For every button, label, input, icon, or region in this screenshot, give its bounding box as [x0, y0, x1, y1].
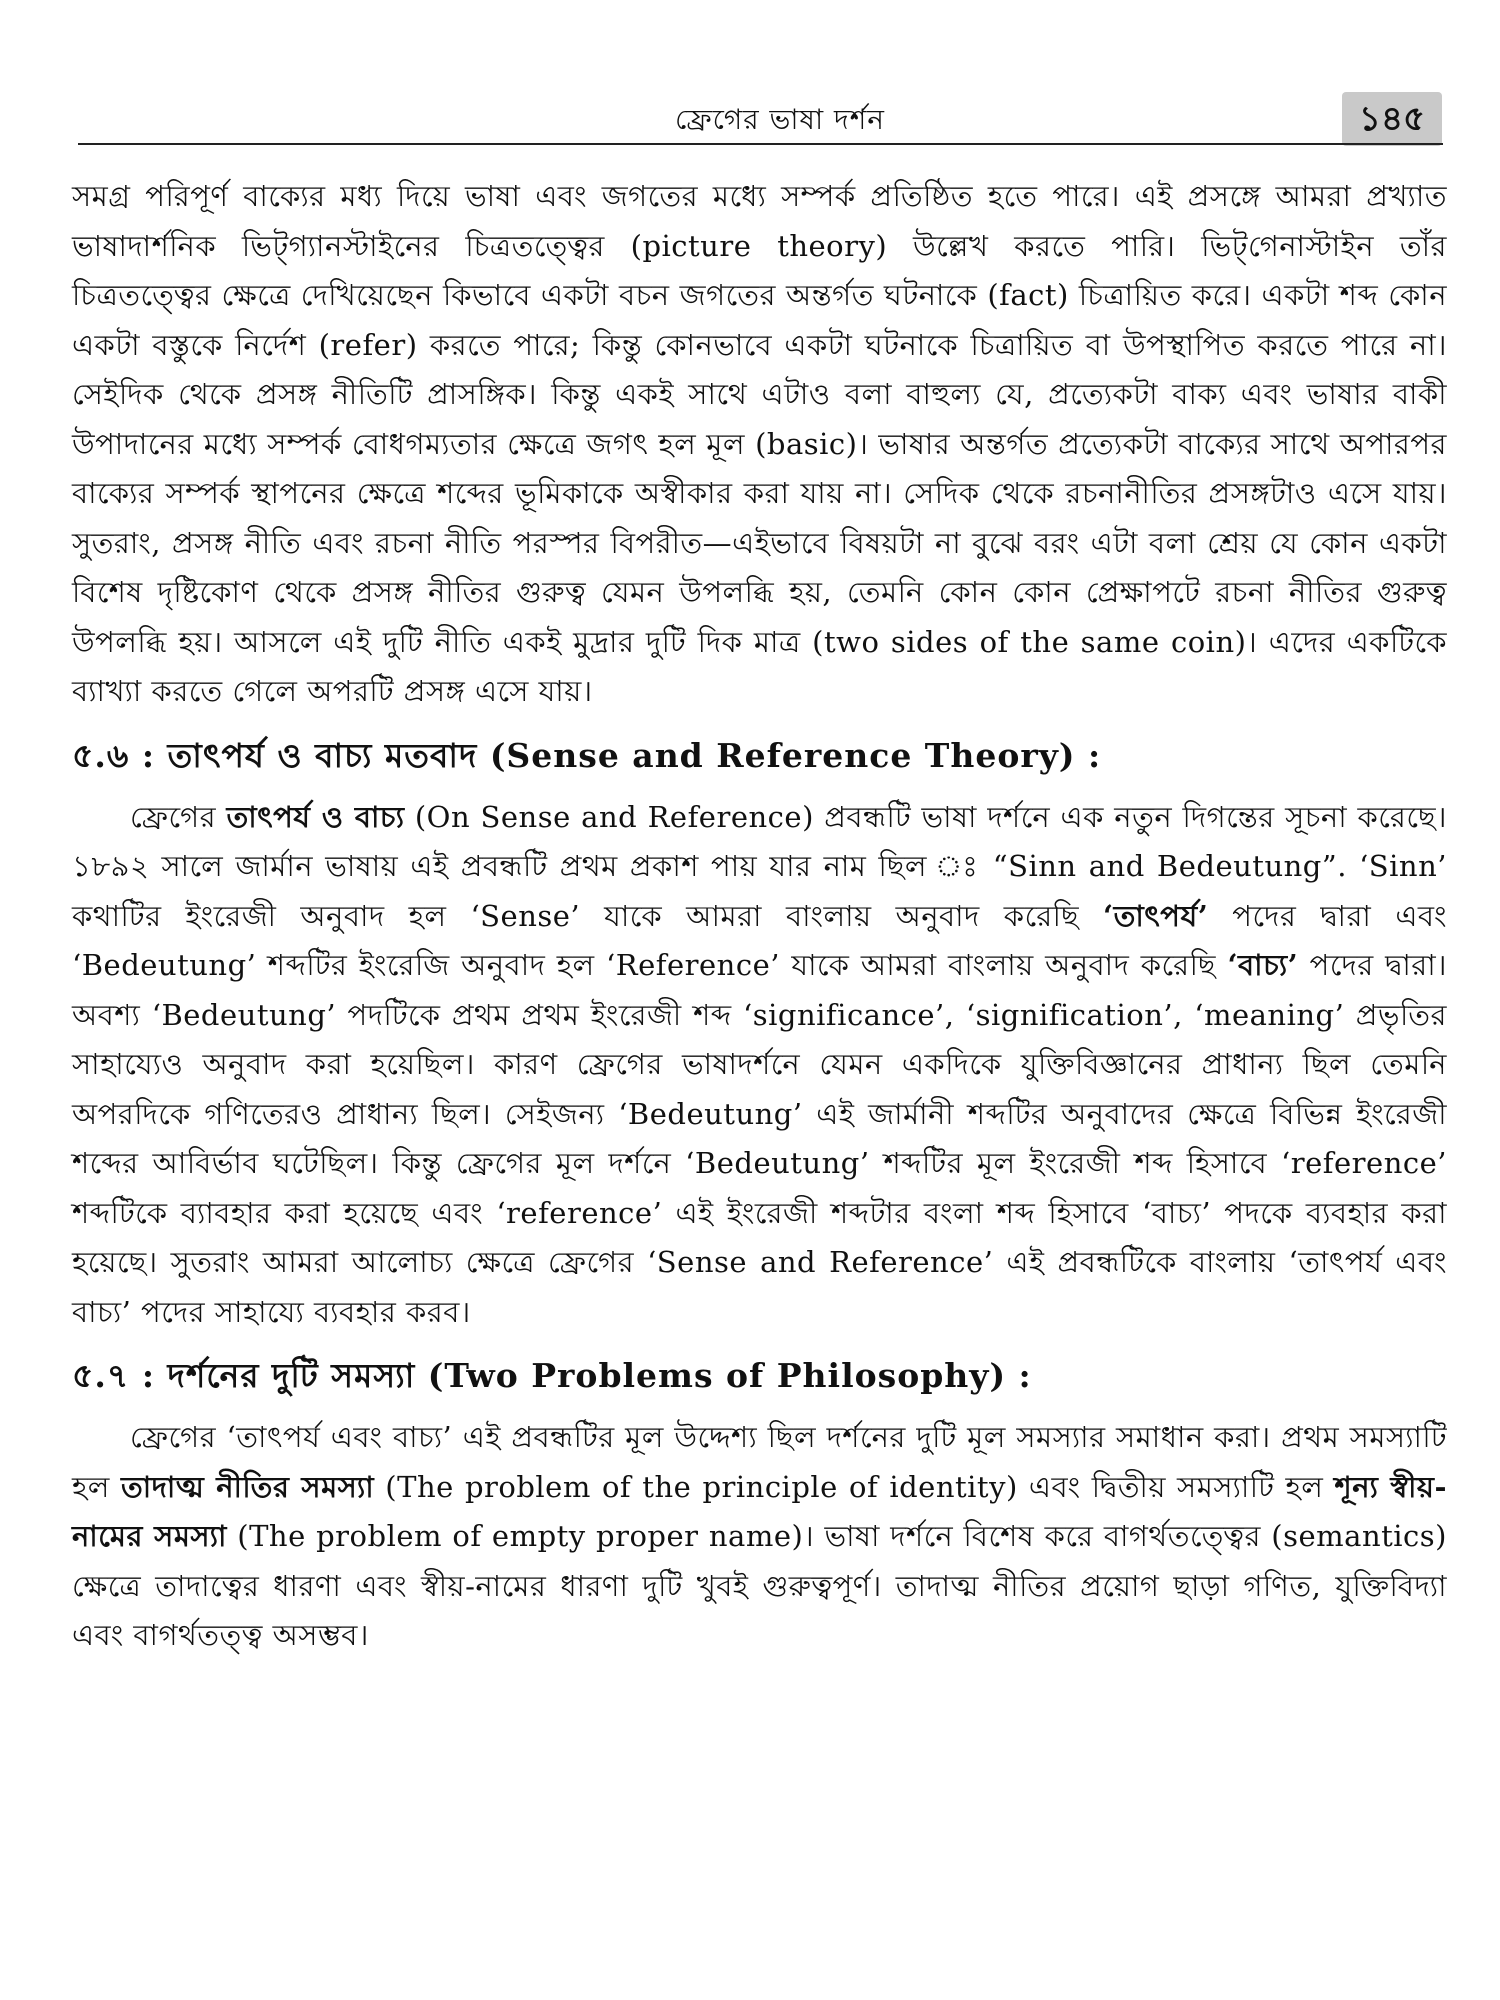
paragraph-2-bold-term-1: তাৎপর্য ও বাচ্য [226, 799, 405, 834]
running-header-title: ফ্রেগের ভাষা দর্শন [675, 103, 885, 136]
paragraph-3-bold-term-2: শূন্য স্বীয়-নামের সমস্যা [72, 1469, 1447, 1553]
paragraph-3-text-c: (The problem of empty proper name)। ভাষা দর্শনে বিশেষ করে বাগর্থতত্ত্বের (semantics) ক্ষেত্রে তাদাত্বের ধারণা এবং স্বীয়-নামের ধারণা দুটি খুবই গুরুত্বপূর্ণ। তাদাত্ম নীতির প্রয়োগ ছাড়া গণিত, যুক্তিবিদ্যা এবং বাগর্থতত্ত্ব অসম্ভব। [72, 1519, 1447, 1652]
paragraph-3 [72, 1413, 1447, 1661]
section-heading-5-7: ৫.৭ : দর্শনের দুটি সমস্যা (Two Problems of Philosophy) : [72, 1356, 1032, 1395]
paragraph-2-text-c: পদের দ্বারা এবং ‘Bedeutung’ শব্দটির ইংরেজি অনুবাদ হল ‘Reference’ যাকে আমরা বাংলায় অনুবাদ করেছি [72, 898, 1447, 982]
paragraph-3-text-b: (The problem of the principle of identity) এবং দ্বিতীয় সমস্যাটি হল [374, 1469, 1335, 1504]
paragraph-3-bold-term-1: তাদাত্ম নীতির সমস্যা [121, 1469, 375, 1504]
section-heading-5-6: ৫.৬ : তাৎপর্য ও বাচ্য মতবাদ (Sense and Reference Theory) : [72, 735, 1102, 775]
paragraph-2-bold-term-3: ‘বাচ্য’ [1227, 948, 1299, 982]
paragraph-3-text-a: ফ্রেগের ‘তাৎপর্য এবং বাচ্য’ এই প্রবন্ধটির মূল উদ্দেশ্য ছিল দর্শনের দুটি মূল সমস্যার সমাধান করা। প্রথম সমস্যাটি হল [72, 1420, 1447, 1504]
page-body [72, 172, 1447, 1661]
paragraph-2-text-b: (On Sense and Reference) প্রবন্ধটি ভাষা দর্শনে এক নতুন দিগন্তের সূচনা করেছে। ১৮৯২ সালে জার্মান ভাষায় এই প্রবন্ধটি প্রথম প্রকাশ পায় যার নাম ছিল ঃ “Sinn and Bedeutung”. ‘Sinn’ কথাটির ইংরেজী অনুবাদ হল ‘Sense’ যাকে আমরা বাংলায় অনুবাদ করেছি [72, 799, 1447, 933]
paragraph-2-text-d: পদের দ্বারা। অবশ্য ‘Bedeutung’ পদটিকে প্রথম প্রথম ইংরেজী শব্দ ‘significance’, ‘signification’, ‘meaning’ প্রভৃতির সাহায্যেও অনুবাদ করা হয়েছিল। কারণ ফ্রেগের ভাষাদর্শনে যেমন একদিকে যুক্তিবিজ্ঞানের প্রাধান্য ছিল তেমনি অপরদিকে গণিতেরও প্রাধান্য ছিল। সেইজন্য ‘Bedeutung’ এই জার্মানী শব্দটির অনুবাদের ক্ষেত্রে বিভিন্ন ইংরেজী শব্দের আবির্ভাব ঘটেছিল। কিন্তু ফ্রেগের মূল দর্শনে ‘Bedeutung’ শব্দটির মূল ইংরেজী শব্দ হিসাবে ‘reference’ শব্দটিকে ব্যাবহার করা হয়েছে এবং ‘reference’ এই ইংরেজী শব্দটার বংলা শব্দ হিসাবে ‘বাচ্য’ পদকে ব্যবহার করা হয়েছে। সুতরাং আমরা আলোচ্য ক্ষেত্রে ফ্রেগের ‘Sense and Reference’ এই প্রবন্ধটিকে বাংলায় ‘তাৎপর্য এবং বাচ্য’ পদের সাহায্যে ব্যবহার করব। [72, 948, 1447, 1329]
header-divider [78, 143, 1443, 145]
paragraph-2-text-a: ফ্রেগের [130, 799, 227, 834]
paragraph-1: সমগ্র পরিপূর্ণ বাক্যের মধ্য দিয়ে ভাষা এবং জগতের মধ্যে সম্পর্ক প্রতিষ্ঠিত হতে পারে। এই প্রসঙ্গে আমরা প্রখ্যাত ভাষাদার্শনিক ভিট্‌গ্যানস্টাইনের চিত্রতত্ত্বের (picture theory) উল্লেখ করতে পারি। ভিট্‌গেনাস্টাইন তাঁর চিত্রতত্ত্বের ক্ষেত্রে দেখিয়েছেন কিভাবে একটা বচন জগতের অন্তর্গত ঘটনাকে (fact) চিত্রায়িত করে। একটা শব্দ কোন একটা বস্তুকে নির্দেশ (refer) করতে পারে; কিন্তু কোনভাবে একটা ঘটনাকে চিত্রায়িত বা উপস্থাপিত করতে পারে না। সেইদিক থেকে প্রসঙ্গ নীতিটি প্রাসঙ্গিক। কিন্তু একই সাথে এটাও বলা বাহুল্য যে, প্রত্যেকটা বাক্য এবং ভাষার বাকী উপাদানের মধ্যে সম্পর্ক বোধগম্যতার ক্ষেত্রে জগৎ হল মূল (basic)। ভাষার অন্তর্গত প্রত্যেকটা বাক্যের সাথে অপারপর বাক্যের সম্পর্ক স্থাপনের ক্ষেত্রে শব্দের ভূমিকাকে অস্বীকার করা যায় না। সেদিক থেকে রচনানীতির প্রসঙ্গটাও এসে যায়। সুতরাং, প্রসঙ্গ নীতি এবং রচনা নীতি পরস্পর বিপরীত—এইভাবে বিষয়টা না বুঝে বরং এটা বলা শ্রেয় যে কোন একটা বিশেষ দৃষ্টিকোণ থেকে প্রসঙ্গ নীতির গুরুত্ব যেমন উপলব্ধি হয়, তেমনি কোন কোন প্রেক্ষাপটে রচনা নীতির গুরুত্ব উপলব্ধি হয়। আসলে এই দুটি নীতি একই মুদ্রার দুটি দিক মাত্র (two sides of the same coin)। এদের একটিকে ব্যাখ্যা করতে গেলে অপরটি প্রসঙ্গ এসে যায়। [72, 179, 1447, 708]
page-number: ১৪৫ [1342, 92, 1442, 146]
paragraph-2 [72, 793, 1447, 1338]
paragraph-2-bold-term-2: ‘তাৎপর্য’ [1103, 898, 1209, 933]
